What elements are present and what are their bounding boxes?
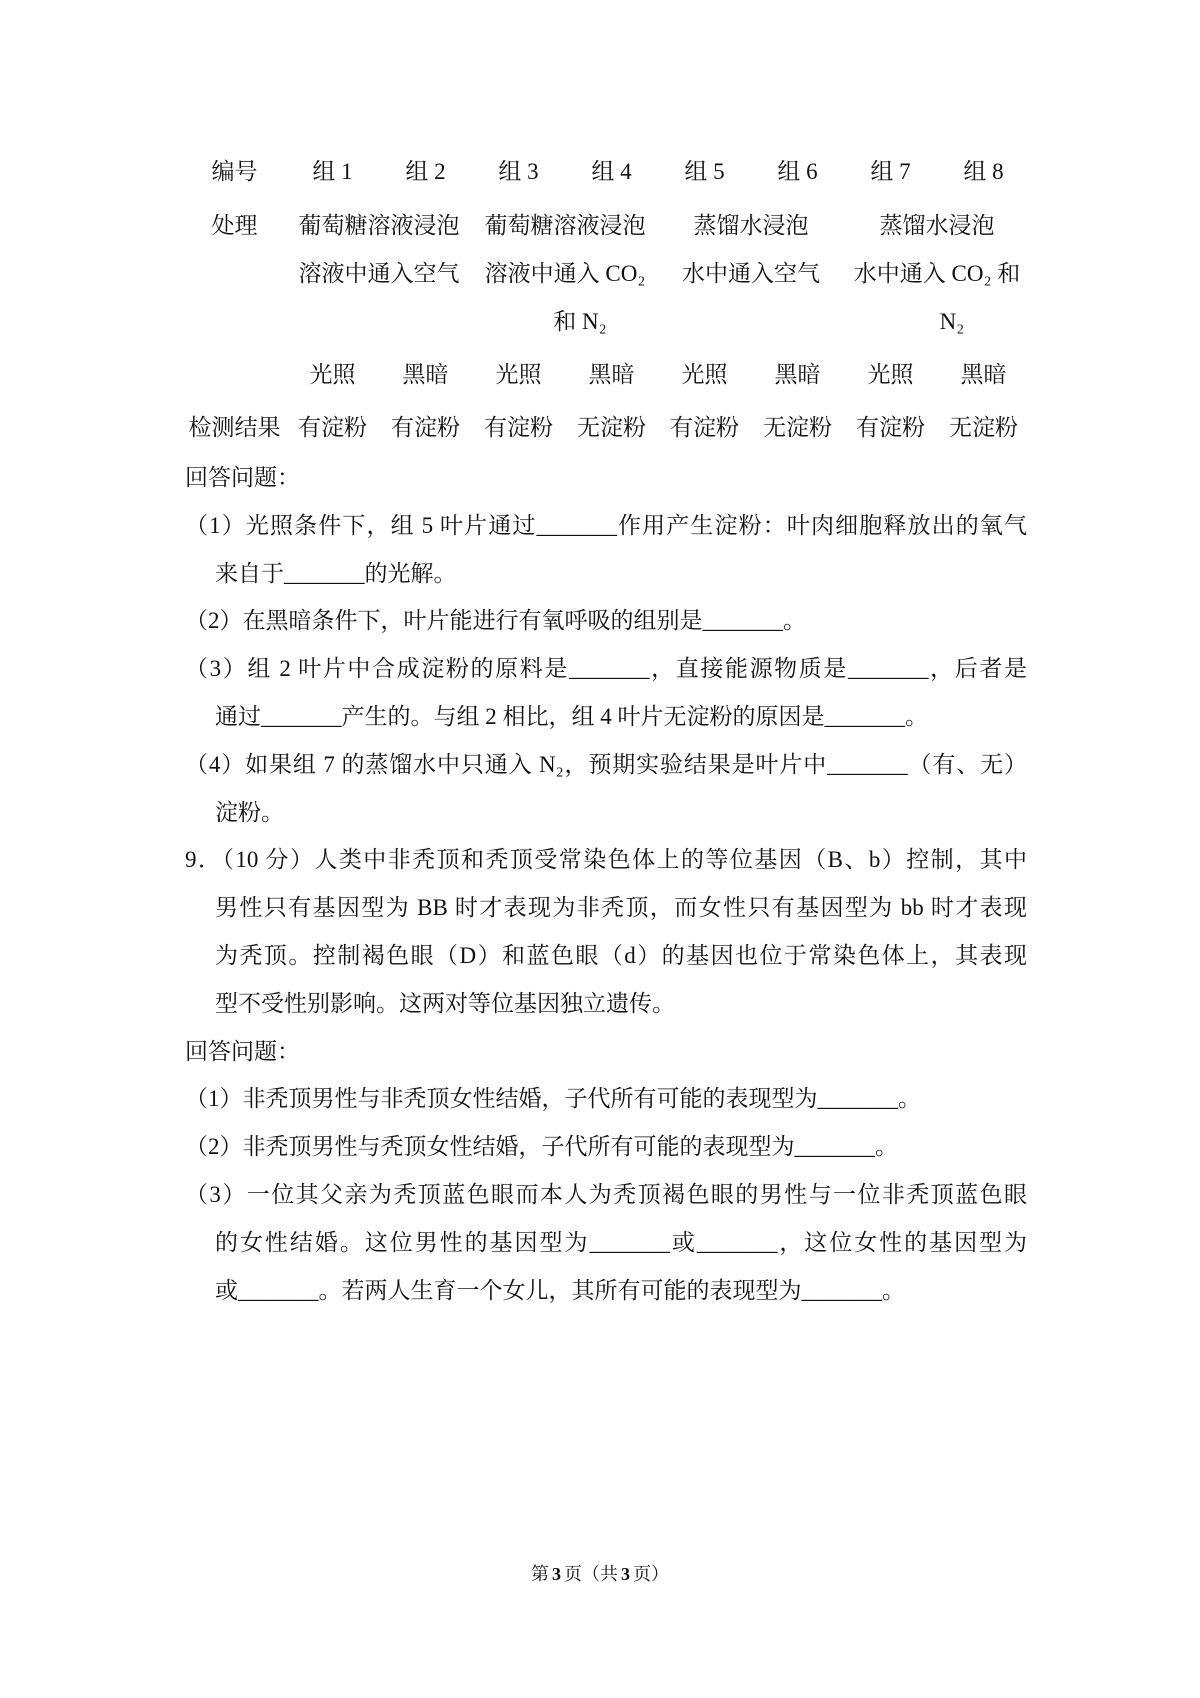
row-label-treatment: 处理 bbox=[211, 213, 258, 238]
treatment-line: 蒸馏水浸泡 bbox=[693, 213, 809, 238]
text-line: （2）在黑暗条件下，叶片能进行有氧呼吸的组别是_______。 bbox=[185, 608, 806, 634]
treatment-line: 水中通入 CO₂ 和 bbox=[853, 261, 1021, 286]
treatment-cell-3-4 bbox=[472, 199, 658, 349]
table-row-condition bbox=[183, 349, 1030, 400]
row-label-empty bbox=[183, 349, 286, 400]
q9-stem bbox=[185, 836, 1027, 1027]
treatment-line: 葡萄糖溶液浸泡 bbox=[484, 213, 646, 238]
treatment-line: 溶液中通入 CO₂ bbox=[484, 261, 646, 286]
page-number-middle: 页（共 bbox=[564, 1564, 618, 1584]
page-footer bbox=[0, 1562, 1200, 1586]
treatment-line: 蒸馏水浸泡 bbox=[879, 213, 995, 238]
treatment-line: N₂ bbox=[939, 309, 965, 334]
result-cell: 无淀粉 bbox=[763, 415, 832, 440]
row-label-result: 检测结果 bbox=[188, 415, 281, 440]
condition-cell: 黑暗 bbox=[774, 361, 821, 387]
q8-item-2 bbox=[185, 597, 1027, 645]
result-cell: 有淀粉 bbox=[391, 415, 460, 440]
result-cell: 有淀粉 bbox=[856, 415, 925, 440]
treatment-line: 葡萄糖溶液浸泡 bbox=[298, 213, 460, 238]
text-line: （3）一位其父亲为秃顶蓝色眼而本人为秃顶褐色眼的男性与一位非秃顶蓝色眼 bbox=[185, 1181, 1027, 1207]
text-line: 的女性结婚。这位男性的基因型为_______或_______，这位女性的基因型为 bbox=[215, 1229, 1027, 1255]
treatment-line: 和 N₂ bbox=[553, 309, 607, 334]
group-header-2: 组 2 bbox=[405, 159, 446, 184]
condition-cell: 光照 bbox=[867, 361, 914, 387]
text-line: （2）非秃顶男性与秃顶女性结婚，子代所有可能的表现型为_______。 bbox=[185, 1134, 898, 1160]
current-page-number: 3 bbox=[552, 1564, 561, 1584]
text-line: （1）非秃顶男性与非秃顶女性结婚，子代所有可能的表现型为_______。 bbox=[185, 1086, 921, 1112]
q8-item-4 bbox=[185, 741, 1027, 837]
treatment-line: 水中通入空气 bbox=[682, 261, 820, 286]
condition-cell: 光照 bbox=[495, 361, 542, 387]
group-header-6: 组 6 bbox=[777, 159, 818, 184]
text-line: （3）组 2 叶片中合成淀粉的原料是_______，直接能源物质是_______，后者是 bbox=[185, 656, 1027, 682]
row-label-id: 编号 bbox=[211, 159, 258, 184]
result-cell: 无淀粉 bbox=[949, 415, 1018, 440]
text-line: 来自于_______的光解。 bbox=[215, 560, 457, 586]
text-line: （1）光照条件下，组 5 叶片通过_______作用产生淀粉：叶肉细胞释放出的氧气 bbox=[185, 512, 1027, 538]
group-header-8: 组 8 bbox=[963, 159, 1004, 184]
q8-item-3 bbox=[185, 645, 1027, 741]
condition-cell: 黑暗 bbox=[402, 361, 449, 387]
question-body bbox=[185, 454, 1027, 1314]
experiment-table bbox=[183, 145, 1030, 456]
result-cell: 无淀粉 bbox=[577, 415, 646, 440]
q8-prompt: 回答问题： bbox=[185, 465, 300, 490]
group-header-7: 组 7 bbox=[870, 159, 911, 184]
text-line: 9．（10 分）人类中非秃顶和秃顶受常染色体上的等位基因（B、b）控制，其中 bbox=[185, 847, 1027, 873]
text-line: 为秃顶。控制褐色眼（D）和蓝色眼（d）的基因也位于常染色体上，其表现 bbox=[215, 942, 1027, 968]
group-header-4: 组 4 bbox=[591, 159, 632, 184]
treatment-line: 溶液中通入空气 bbox=[298, 261, 460, 286]
group-header-5: 组 5 bbox=[684, 159, 725, 184]
q9-item-3 bbox=[185, 1171, 1027, 1314]
q8-item-1 bbox=[185, 502, 1027, 598]
condition-cell: 光照 bbox=[309, 361, 356, 387]
page-number-suffix: 页） bbox=[633, 1564, 669, 1584]
group-header-3: 组 3 bbox=[498, 159, 539, 184]
result-cell: 有淀粉 bbox=[670, 415, 739, 440]
table-row-treatment bbox=[183, 199, 1030, 349]
table-row-header bbox=[183, 145, 1030, 199]
result-cell: 有淀粉 bbox=[484, 415, 553, 440]
condition-cell: 黑暗 bbox=[588, 361, 635, 387]
condition-cell: 黑暗 bbox=[960, 361, 1007, 387]
treatment-cell-1-2 bbox=[286, 199, 472, 349]
text-line: 型不受性别影响。这两对等位基因独立遗传。 bbox=[215, 990, 675, 1016]
q9-item-1 bbox=[185, 1075, 1027, 1123]
table-row-result bbox=[183, 400, 1030, 456]
condition-cell: 光照 bbox=[681, 361, 728, 387]
q9-item-2 bbox=[185, 1123, 1027, 1171]
text-line: 男性只有基因型为 BB 时才表现为非秃顶，而女性只有基因型为 bb 时才表现 bbox=[215, 895, 1027, 921]
text-line: 通过_______产生的。与组 2 相比，组 4 叶片无淀粉的原因是_______。 bbox=[215, 703, 928, 729]
text-line: 或_______。若两人生育一个女儿，其所有可能的表现型为_______。 bbox=[215, 1277, 905, 1303]
group-header-1: 组 1 bbox=[312, 159, 353, 184]
result-cell: 有淀粉 bbox=[298, 415, 367, 440]
treatment-cell-5-6 bbox=[658, 199, 844, 349]
q9-prompt: 回答问题： bbox=[185, 1038, 300, 1064]
page-number-prefix: 第 bbox=[531, 1564, 549, 1584]
text-line: （4）如果组 7 的蒸馏水中只通入 N₂，预期实验结果是叶片中_______（有、无） bbox=[185, 751, 1027, 777]
text-line: 淀粉。 bbox=[215, 799, 284, 825]
total-page-number: 3 bbox=[621, 1564, 630, 1584]
treatment-cell-7-8 bbox=[844, 199, 1030, 349]
